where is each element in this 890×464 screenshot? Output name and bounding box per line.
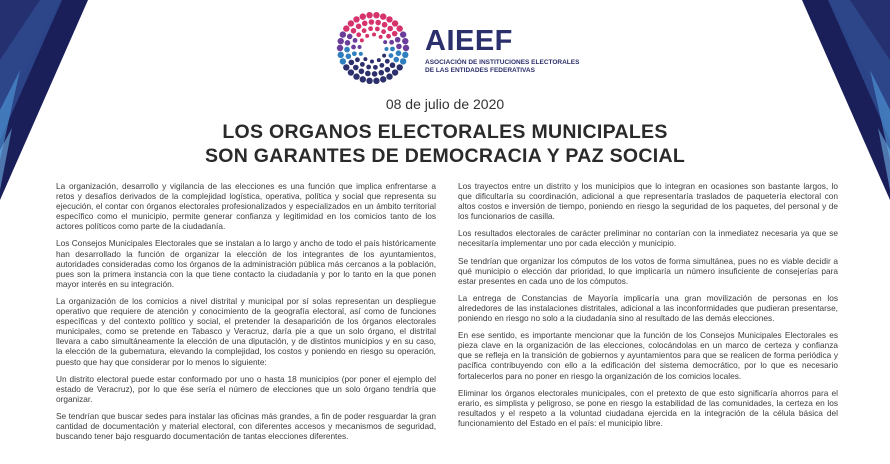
- logo-dot: [340, 58, 346, 64]
- logo-dot: [397, 64, 403, 70]
- headline-line1: LOS ORGANOS ELECTORALES MUNICIPALES: [222, 121, 668, 143]
- logo-dot: [343, 64, 349, 70]
- logo-dot: [372, 71, 378, 77]
- logo-dot: [396, 44, 402, 50]
- logo-dot: [403, 45, 409, 51]
- logo-dot: [360, 76, 366, 82]
- logo-dot: [392, 20, 398, 26]
- logo-dot: [359, 68, 365, 74]
- brand-name: AIEEF: [425, 25, 513, 57]
- logo-dot: [351, 45, 356, 50]
- logo-dot: [351, 28, 357, 34]
- logo-dot: [387, 26, 393, 32]
- article-column-right: [458, 181, 838, 435]
- logo-dot: [370, 59, 374, 63]
- logo-dot: [379, 63, 384, 68]
- logo-dot: [380, 76, 386, 82]
- logo-dot: [379, 35, 383, 39]
- logo-dot: [402, 52, 408, 58]
- logo-dot: [373, 78, 379, 84]
- logo-dot: [369, 19, 375, 25]
- logo-dot: [392, 69, 398, 75]
- logo: [335, 10, 580, 95]
- logo-dot: [365, 71, 371, 77]
- logo-dot: [353, 38, 358, 43]
- logo-dot: [365, 34, 369, 38]
- paragraph: Los trayectos entre un distrito y los municipios que lo integran en ocasiones son bastante largos, lo que dificultaría su coordinación, adicional a que representaría traslados de paquetería electoral con altos costos e inversión de tiempo, poniendo en riesgo la seguridad de los paquetes, del personal y de los funcionarios de casilla.: [458, 181, 838, 222]
- logo-dot: [363, 57, 367, 61]
- logo-dot: [352, 51, 357, 56]
- logo-dot: [360, 38, 364, 42]
- logo-dot: [353, 73, 359, 79]
- logo-dot: [375, 27, 380, 32]
- logo-dot: [345, 40, 351, 46]
- logo-dot: [353, 16, 359, 22]
- logo-dot: [353, 65, 359, 71]
- logo-dot: [347, 34, 353, 40]
- paragraph: La entrega de Constancias de Mayoría implicaría una gran movilización de personas en los alrededores de las instalaciones distritales, adicional a las inconformidades que pudieran presentarse, poniendo en riesgo no solo a la ciudadanía sino al resultado de las demás elecciones.: [458, 292, 838, 324]
- logo-dot: [397, 25, 403, 31]
- logo-dot: [373, 65, 378, 70]
- logo-dot: [392, 31, 398, 37]
- logo-dot: [359, 52, 363, 56]
- logo-dot: [378, 70, 384, 76]
- logo-dot: [366, 65, 371, 70]
- logo-dot: [390, 47, 395, 52]
- logo-dot: [389, 53, 394, 58]
- logo-dot: [348, 69, 354, 75]
- paragraph: La organización de los comicios a nivel distrital y municipal por sí solas representan un despliegue operativo que requiere de atención y conocimiento de la geografía electoral, así como de funciones específicas y del contexto político y social, el pretender la desaparición de los órganos electorales municipales, como se pretende en Tabasco y Veracruz, daría pie a que un solo órgano, el distrital llevara a cabo simultáneamente la elección de una diputación, y de distintos municipios y en su caso, la elección de la gubernatura, elevando la complejidad, los costos y poniendo en riesgo su operación, puesto que hay que considerar por lo menos lo siguiente:: [56, 295, 436, 367]
- logo-dot: [382, 22, 388, 28]
- logo-dot: [338, 38, 344, 44]
- logo-dot: [382, 54, 386, 58]
- logo-dot: [373, 12, 379, 18]
- logo-dot: [383, 40, 387, 44]
- logo-dot: [368, 26, 373, 31]
- logo-dot: [356, 32, 361, 37]
- article-column-left: [56, 181, 436, 448]
- logo-dot: [389, 40, 394, 45]
- logo-dot: [386, 34, 391, 39]
- paragraph: Se tendrían que buscar sedes para instalar las oficinas más grandes, a fin de poder resguardar la gran cantidad de documentación y material electoral, con diferentes accesos y mecanismos de seguridad, buscando tener bajo resguardo documentación de tantas elecciones diferentes.: [56, 410, 436, 442]
- logo-dot: [343, 25, 349, 31]
- logo-dot: [360, 13, 366, 19]
- logo-dot: [393, 57, 399, 63]
- logo-dot: [366, 78, 372, 84]
- headline-line2: SON GARANTES DE DEMOCRACIA Y PAZ SOCIAL: [204, 145, 686, 167]
- logo-dot: [400, 31, 406, 37]
- logo-dot: [348, 20, 354, 26]
- logo-dot: [356, 24, 362, 30]
- page-title: [0, 120, 890, 168]
- logo-dot: [385, 67, 391, 73]
- logo-dot: [355, 57, 360, 62]
- paragraph: Eliminar los órganos electorales municipales, con el pretexto de que esto significaría ahorros para el erario, es simplista y peligroso, se pone en riesgo la estabilidad de las comunidades, la certeza en los resultados y el respeto a la voluntad ciudadana ejercida en la integración de la célula básica del funcionamiento del Estado en el país: el municipio libre.: [458, 387, 838, 428]
- logo-dot: [362, 28, 367, 33]
- logo-dot: [385, 59, 390, 64]
- logo-dot: [381, 29, 386, 34]
- logo-dot: [375, 20, 381, 26]
- paragraph: Los resultados electorales de carácter preliminar no contarían con la inmediatez necesaria ya que se necesitaría implementar uno por cada elección y municipio.: [458, 228, 838, 249]
- publication-date: 08 de julio de 2020: [385, 96, 505, 112]
- paragraph: Un distrito electoral puede estar conformado por uno o hasta 18 municipios (por poner el ejemplo del estado de Veracruz), por lo que ése sería el número de elecciones que un solo órgano tendría que organizar.: [56, 373, 436, 404]
- logo-dot: [349, 60, 355, 66]
- logo-dot: [400, 58, 406, 64]
- logo-dot: [358, 45, 362, 49]
- paragraph: Los Consejos Municipales Electorales que se instalan a lo largo y ancho de todo el país históricamente han desarrollado la función de organizar la elección de los integrantes de los ayuntamientos, autoridades consideradas como los órganos de la administración pública más cercanos a la población, pues son la primera instancia con la que tiene contacto la ciudadanía y por lo tanto en la que ponen mayor interés en su integración.: [56, 238, 436, 289]
- brand-subtitle-line2: DE LAS ENTIDADES FEDERATIVAS: [425, 67, 535, 74]
- logo-dot: [386, 73, 392, 79]
- logo-dot: [386, 16, 392, 22]
- logo-dot: [340, 31, 346, 37]
- paragraph: Se tendrían que organizar los cómputos de los votos de forma simultánea, pues no es viable decidir a qué municipio o elección dar prioridad, lo que implicaría un número insuficiente de consejerías para estar presentes en cada uno de los cómputos.: [458, 255, 838, 286]
- logo-dot: [344, 47, 350, 53]
- logo-dot: [384, 47, 388, 51]
- brand-subtitle: [425, 59, 579, 75]
- logo-dot: [380, 13, 386, 19]
- paragraph: La organización, desarrollo y vigilancia de las elecciones es una función que implica enfrentarse a retos y desafíos derivados de la complejidad logística, operativa, política y social que representa su ejecución, el contar con órganos electorales profesionalizados y especializados en un ámbito territorial específico como el municipio, permite generar confianza y legitimidad en los comicios tanto de los actores políticos como parte de la ciudadanía.: [56, 181, 436, 232]
- logo-dot: [337, 45, 343, 51]
- logo-dot: [366, 12, 372, 18]
- logo-dot-circle-icon: [335, 10, 415, 90]
- logo-dot: [402, 38, 408, 44]
- logo-dot: [395, 37, 401, 43]
- logo-dot: [377, 58, 381, 62]
- logo-dot: [360, 62, 365, 67]
- logo-dot: [390, 62, 396, 68]
- logo-dot: [362, 21, 368, 27]
- logo-dot: [346, 53, 352, 59]
- logo-dot: [372, 33, 376, 37]
- logo-dot: [338, 52, 344, 58]
- logo-dot: [396, 50, 402, 56]
- paragraph: En ese sentido, es importante mencionar que la función de los Consejos Municipales Electorales es pieza clave en la organización de las elecciones, colocándolas en un marco de certeza y confianza que se refleja en la transición de gobiernos y ayuntamientos para que se realicen de forma periódica y pacífica contribuyendo con ello a la edificación del sistema democrático, por lo que es necesario fortalecerlos para no poner en riesgo la organización de los comicios locales.: [458, 330, 838, 381]
- brand-subtitle-line1: ASOCIACIÓN DE INSTITUCIONES ELECTORALES: [425, 59, 580, 66]
